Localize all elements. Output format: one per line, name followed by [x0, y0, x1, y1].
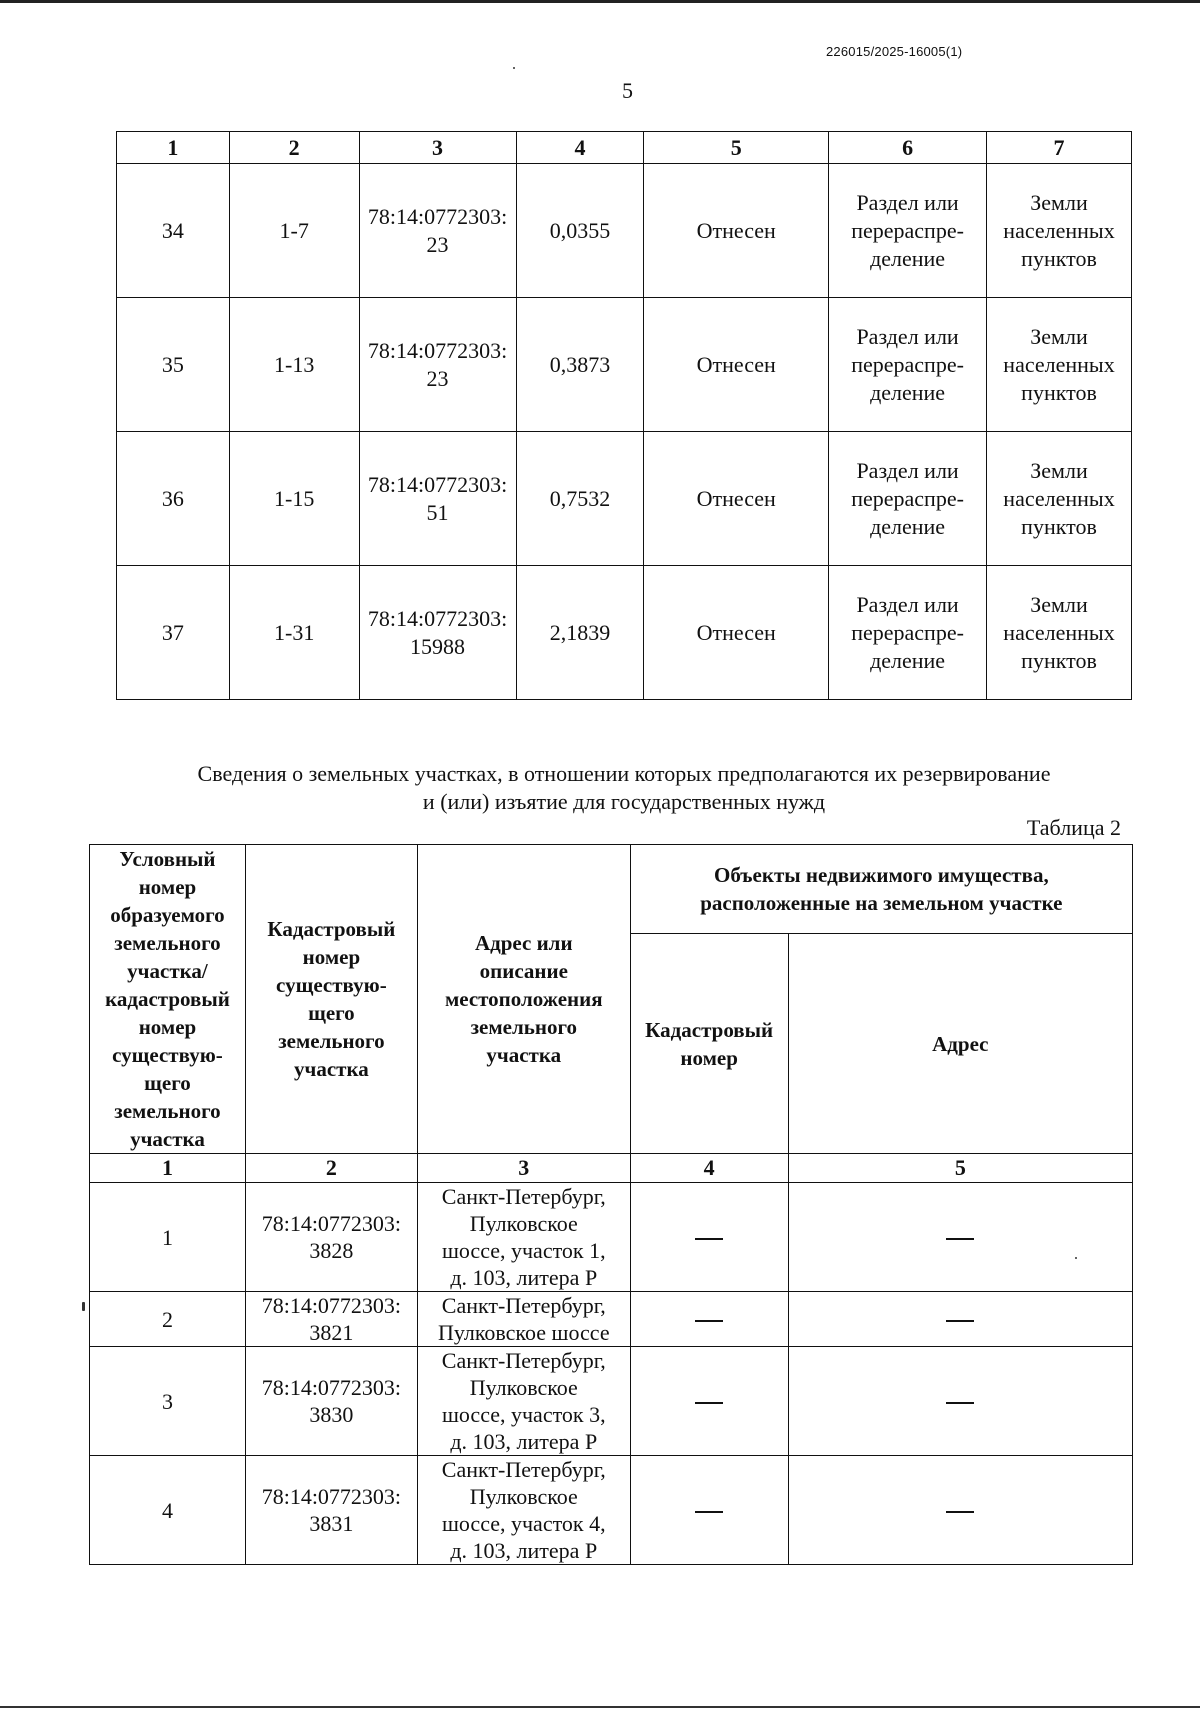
cell-text-line: Условный	[119, 847, 216, 871]
cell-text-line: номер	[138, 875, 197, 899]
object-cadastral-number	[630, 1183, 788, 1292]
cell-text-line: д. 103, литера Р	[450, 1265, 598, 1290]
cell-text-line: Санкт-Петербург,	[441, 1457, 606, 1482]
plot-number: 1	[90, 1183, 246, 1292]
cell-text-line: д. 103, литера Р	[450, 1538, 598, 1563]
area-value: 2,1839	[516, 566, 644, 700]
column-number: 7	[987, 132, 1132, 164]
cell-text-line: земельного	[114, 1099, 221, 1123]
cadastral-number	[245, 1347, 417, 1456]
page-number: 5	[622, 78, 633, 103]
cell-text-line: Санкт-Петербург,	[441, 1348, 606, 1373]
cell-text-line: участка	[294, 1057, 369, 1081]
column-number-row	[90, 1154, 1133, 1183]
cadastral-number: 78:14:0772303: 51	[359, 432, 516, 566]
object-address	[788, 1183, 1132, 1292]
table-row	[117, 566, 1132, 700]
cell-text-line: Кадастровый	[645, 1017, 774, 1042]
plot-address	[417, 1347, 630, 1456]
cadastral-number: 78:14:0772303: 23	[359, 164, 516, 298]
section-heading-line: и (или) изъятие для государственных нужд	[422, 789, 826, 814]
column-number: 4	[630, 1154, 788, 1183]
plot-address	[417, 1183, 630, 1292]
cell-text-line: шоссе, участок 4,	[441, 1511, 606, 1536]
empty-dash	[946, 1238, 974, 1240]
table-row	[117, 164, 1132, 298]
scan-border-top	[0, 0, 1200, 3]
cell-text-line: земельного	[114, 931, 221, 955]
cell-text-line: 3831	[309, 1511, 354, 1536]
header-row	[90, 845, 1133, 934]
status-value: Отнесен	[644, 298, 829, 432]
cell-text-line: Санкт-Петербург,	[441, 1184, 606, 1209]
action-type: Раздел или перераспре- деление	[829, 566, 987, 700]
area-value: 0,7532	[516, 432, 644, 566]
action-type: Раздел или перераспре- деление	[829, 164, 987, 298]
empty-dash	[695, 1320, 723, 1322]
cell-text-line: существую-	[276, 973, 387, 997]
cell-text-line: щего	[308, 1001, 355, 1025]
cell-text-line: земельного	[470, 1015, 577, 1039]
cadastral-number	[245, 1183, 417, 1292]
column-number: 1	[117, 132, 230, 164]
cell-text-line: образуемого	[110, 903, 225, 927]
row-number: 35	[117, 298, 230, 432]
cell-text-line: Объекты недвижимого имущества,	[714, 863, 1049, 887]
column-number: 5	[644, 132, 829, 164]
cell-text-line: 3828	[309, 1238, 354, 1263]
cell-text-line: существую-	[112, 1043, 223, 1067]
column-number: 3	[359, 132, 516, 164]
cadastral-number: 78:14:0772303: 15988	[359, 566, 516, 700]
empty-dash	[695, 1238, 723, 1240]
row-number: 37	[117, 566, 230, 700]
cell-text-line: Пулковское	[469, 1375, 578, 1400]
empty-dash	[695, 1511, 723, 1513]
scan-border-bottom	[0, 1706, 1200, 1708]
action-type: Раздел или перераспре- деление	[829, 298, 987, 432]
land-plots-table	[116, 131, 1132, 700]
column-number: 2	[245, 1154, 417, 1183]
cell-text-line: Пулковское шоссе	[437, 1320, 610, 1345]
document-number: 226015/2025-16005(1)	[826, 44, 963, 59]
plot-number: 2	[90, 1292, 246, 1347]
table-row	[90, 1183, 1133, 1292]
table-row	[90, 1456, 1133, 1565]
column-number: 3	[417, 1154, 630, 1183]
plot-number: 4	[90, 1456, 246, 1565]
cell-text-line: Санкт-Петербург,	[441, 1293, 606, 1318]
column-number: 1	[90, 1154, 246, 1183]
land-category: Земли населенных пунктов	[987, 566, 1132, 700]
cell-text-line: 78:14:0772303:	[261, 1293, 402, 1318]
column-number: 2	[229, 132, 359, 164]
cell-text-line: 78:14:0772303:	[261, 1375, 402, 1400]
cell-text-line: шоссе, участок 3,	[441, 1402, 606, 1427]
cell-text-line: д. 103, литера Р	[450, 1429, 598, 1454]
row-number: 36	[117, 432, 230, 566]
cell-text-line: кадастровый	[105, 987, 230, 1011]
cadastral-number: 78:14:0772303: 23	[359, 298, 516, 432]
cell-text-line: Адрес или	[474, 931, 573, 955]
cell-text-line: 78:14:0772303:	[261, 1211, 402, 1236]
object-address	[788, 1456, 1132, 1565]
plot-number: 3	[90, 1347, 246, 1456]
action-type: Раздел или перераспре- деление	[829, 432, 987, 566]
plot-address	[417, 1292, 630, 1347]
area-value: 0,3873	[516, 298, 644, 432]
cell-text-line: номер	[680, 1045, 738, 1070]
cell-text-line: местоположения	[444, 987, 603, 1011]
reservation-plots-table	[89, 844, 1133, 1565]
status-value: Отнесен	[644, 432, 829, 566]
table-row	[90, 1347, 1133, 1456]
object-address	[788, 1292, 1132, 1347]
cell-text-line: земельного	[278, 1029, 385, 1053]
cell-text-line: участка/	[127, 959, 208, 983]
contour-number: 1-31	[229, 566, 359, 700]
header-cadastral-number	[245, 845, 417, 1154]
object-cadastral-number	[630, 1456, 788, 1565]
header-plot-number	[90, 845, 246, 1154]
cell-text-line: расположенные на земельном участке	[700, 891, 1063, 915]
table-row	[117, 432, 1132, 566]
cell-text-line: номер	[302, 945, 361, 969]
empty-dash	[695, 1402, 723, 1404]
cell-text-line: 78:14:0772303:	[261, 1484, 402, 1509]
object-address	[788, 1347, 1132, 1456]
column-number: 4	[516, 132, 644, 164]
row-number: 34	[117, 164, 230, 298]
column-number: 5	[788, 1154, 1132, 1183]
cell-text-line: щего	[144, 1071, 191, 1095]
object-cadastral-number	[630, 1347, 788, 1456]
column-number-row	[117, 132, 1132, 164]
status-value: Отнесен	[644, 164, 829, 298]
land-category: Земли населенных пунктов	[987, 298, 1132, 432]
column-number: 6	[829, 132, 987, 164]
cell-text-line: Пулковское	[469, 1484, 578, 1509]
cell-text-line: Кадастровый	[267, 917, 396, 941]
land-category: Земли населенных пунктов	[987, 432, 1132, 566]
header-real-estate-objects	[630, 845, 1132, 934]
scan-speck	[82, 1302, 85, 1311]
contour-number: 1-7	[229, 164, 359, 298]
section-heading-line: Сведения о земельных участках, в отношении которых предполагаются их резервирование	[197, 761, 1051, 786]
cell-text-line: описание	[479, 959, 568, 983]
scan-speck	[513, 67, 515, 69]
contour-number: 1-15	[229, 432, 359, 566]
cell-text-line: Пулковское	[469, 1211, 578, 1236]
section-heading	[116, 760, 1132, 816]
empty-dash	[946, 1402, 974, 1404]
cell-text-line: 3821	[309, 1320, 354, 1345]
cell-text-line: 3830	[309, 1402, 354, 1427]
table-row	[117, 298, 1132, 432]
header-address	[417, 845, 630, 1154]
cell-text-line: шоссе, участок 1,	[441, 1238, 606, 1263]
cadastral-number	[245, 1456, 417, 1565]
land-category: Земли населенных пунктов	[987, 164, 1132, 298]
status-value: Отнесен	[644, 566, 829, 700]
header-object-cadastral-number	[630, 934, 788, 1154]
cell-text-line: участка	[486, 1043, 562, 1067]
cadastral-number	[245, 1292, 417, 1347]
cell-text-line: номер	[138, 1015, 197, 1039]
area-value: 0,0355	[516, 164, 644, 298]
table-caption: Таблица 2	[1026, 815, 1121, 840]
contour-number: 1-13	[229, 298, 359, 432]
empty-dash	[946, 1511, 974, 1513]
header-object-address: Адрес	[788, 934, 1132, 1154]
table-row	[90, 1292, 1133, 1347]
object-cadastral-number	[630, 1292, 788, 1347]
plot-address	[417, 1456, 630, 1565]
cell-text-line: участка	[130, 1127, 205, 1151]
empty-dash	[946, 1320, 974, 1322]
